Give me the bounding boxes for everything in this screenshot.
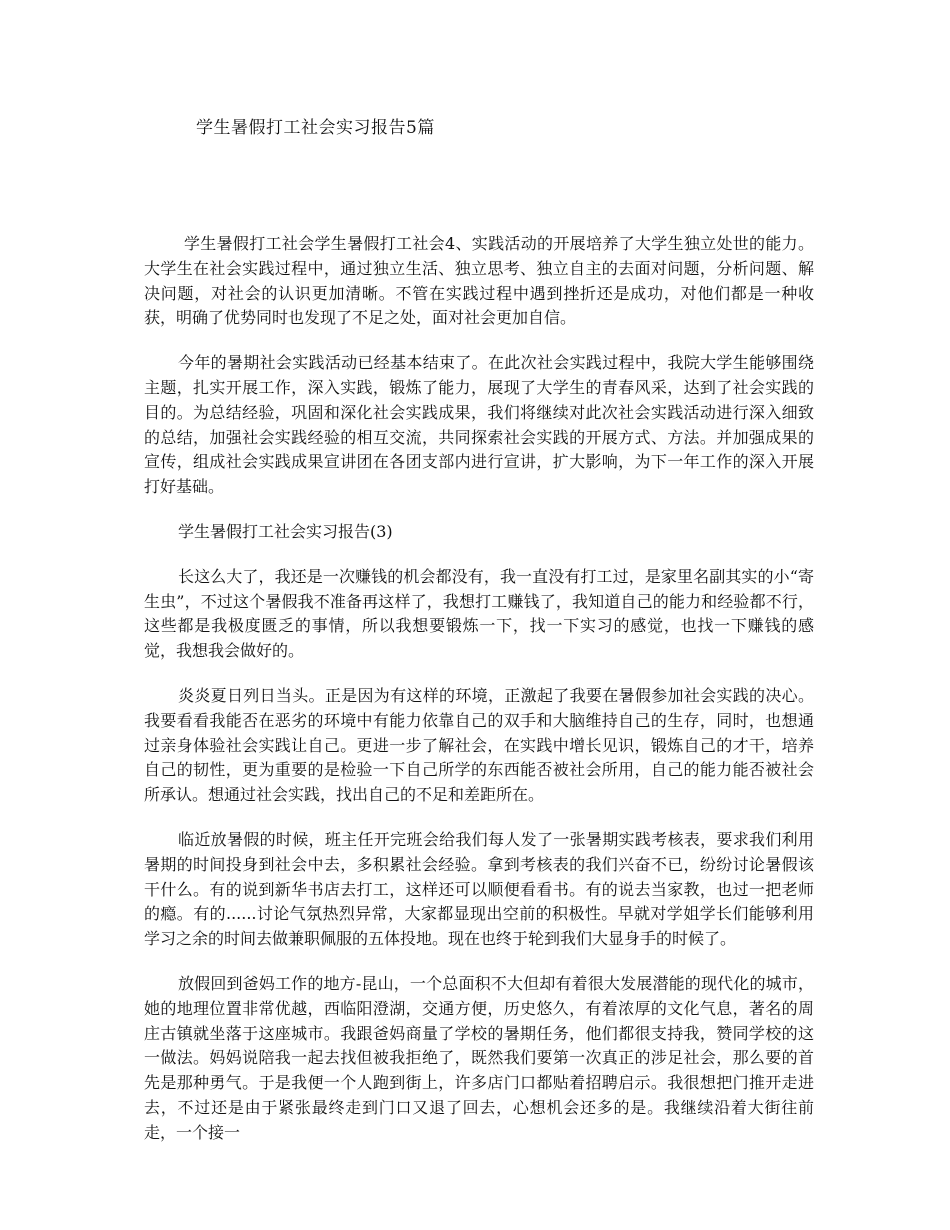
paragraph: 放假回到爸妈工作的地方-昆山，一个总面积不大但却有着很大发展潜能的现代化的城市，她的地理位置非常优越，西临阳澄湖，交通方便，历史悠久，有着浓厚的文化气息，著名的周庄古镇就坐落于这座城市。我跟爸妈商量了学校的暑期任务，他们都很支持我，赞同学校的这一做法。妈妈说陪我一起去找但被我拒绝了，既然我们要第一次真正的涉足社会，那么要的首先是那种勇气。于是我便一个人跑到街上，许多店门口都贴着招聘启示。我很想把门推开走进去，不过还是由于紧张最终走到门口又退了回去，心想机会还多的是。我继续沿着大街往前走，一个接一 [144,973,814,1142]
paragraph: 炎炎夏日列日当头。正是因为有这样的环境，正激起了我要在暑假参加社会实践的决心。我要看看我能否在恶劣的环境中有能力依靠自己的双手和大脑维持自己的生存，同时，也想通过亲身体验社会实践让自己。更进一步了解社会，在实践中增长见识，锻炼自己的才干，培养自己的韧性，更为重要的是检验一下自己所学的东西能否被社会所用，自己的能力能否被社会所承认。想通过社会实践，找出自己的不足和差距所在。 [144,685,814,805]
section-heading: 学生暑假打工社会实习报告(3) [178,521,393,541]
paragraph: 长这么大了，我还是一次赚钱的机会都没有，我一直没有打工过，是家里名副其实的小“寄生虫”，不过这个暑假我不准备再这样了，我想打工赚钱了，我知道自己的能力和经验都不行，这些都是我极度匮乏的事情，所以我想要锻炼一下，找一下实习的感觉，也找一下赚钱的感觉，我想我会做好的。 [144,566,814,661]
document-title: 学生暑假打工社会实习报告5篇 [196,118,435,138]
document-body [144,232,814,1166]
paragraph: 临近放暑假的时候，班主任开完班会给我们每人发了一张暑期实践考核表，要求我们利用暑期的时间投身到社会中去，多积累社会经验。拿到考核表的我们兴奋不已，纷纷讨论暑假该干什么。有的说到新华书店去打工，这样还可以顺便看看书。有的说去当家教，也过一把老师的瘾。有的......讨论气氛热烈异常，大家都显现出空前的积极性。早就对学姐学长们能够利用学习之余的时间去做兼职佩服的五体投地。现在也终于轮到我们大显身手的时候了。 [144,829,814,949]
paragraph: 学生暑假打工社会学生暑假打工社会4、实践活动的开展培养了大学生独立处世的能力。大学生在社会实践过程中，通过独立生活、独立思考、独立自主的去面对问题，分析问题、解决问题，对社会的认识更加清晰。不管在实践过程中遇到挫折还是成功，对他们都是一种收获，明确了优势同时也发现了不足之处，面对社会更加自信。 [144,234,814,328]
paragraph: 今年的暑期社会实践活动已经基本结束了。在此次社会实践过程中，我院大学生能够围绕主题，扎实开展工作，深入实践，锻炼了能力，展现了大学生的青春风采，达到了社会实践的目的。为总结经验，巩固和深化社会实践成果，我们将继续对此次社会实践活动进行深入细致的总结，加强社会实践经验的相互交流，共同探索社会实践的开展方式、方法。并加强成果的宣传，组成社会实践成果宣讲团在各团支部内进行宣讲，扩大影响，为下一年工作的深入开展打好基础。 [144,353,814,497]
